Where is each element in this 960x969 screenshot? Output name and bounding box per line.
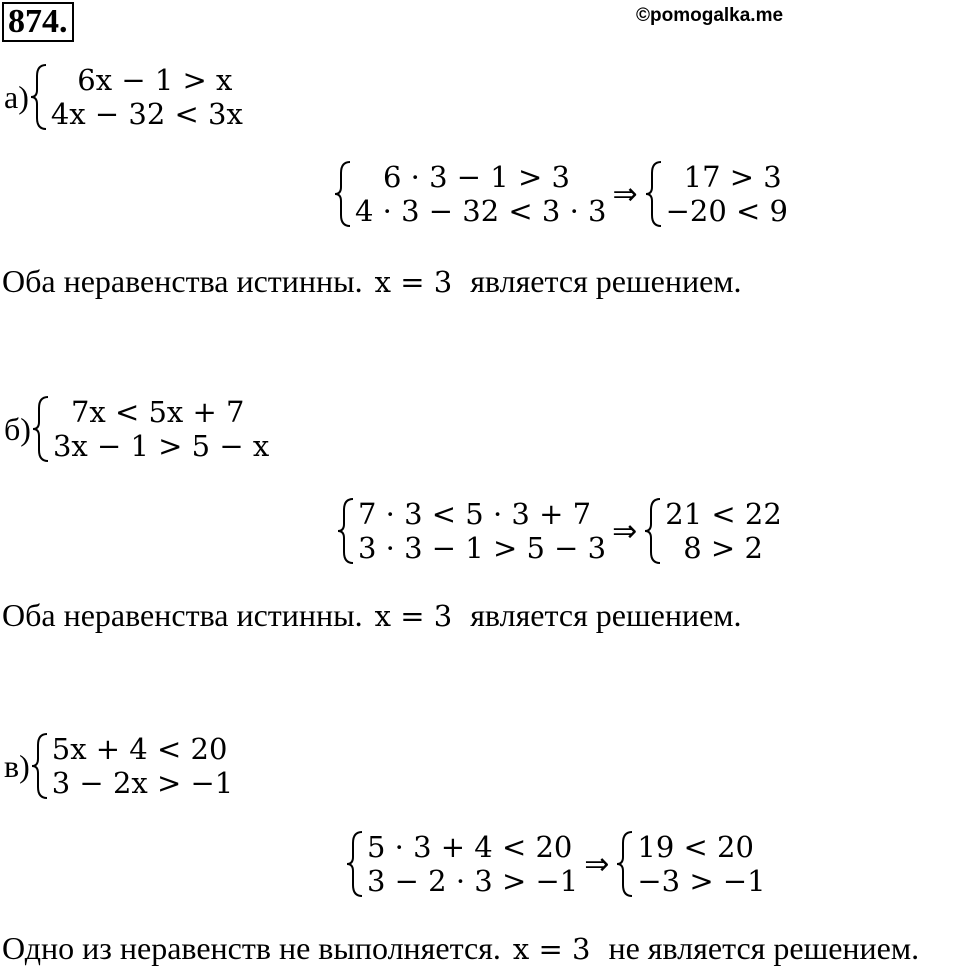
left-brace-icon: [615, 829, 637, 899]
part-a-system: [4, 62, 243, 132]
part-a-conclusion: [2, 263, 742, 299]
part-c-result-1: 19 < 20: [637, 830, 754, 864]
part-c-check-2: 3 − 2 · 3 > −1: [367, 864, 579, 898]
part-a-check-1: 6 · 3 − 1 > 3: [383, 160, 570, 194]
left-brace-icon: [31, 394, 53, 464]
part-a-result-1: 17 > 3: [683, 160, 782, 194]
part-b-ineq-2: 3x − 1 > 5 − x: [52, 429, 270, 463]
left-brace-icon: [30, 731, 52, 801]
part-b-ineq-1: 7x < 5x + 7: [70, 395, 245, 429]
part-c-conclusion: [2, 930, 919, 966]
implies-arrow: ⇒: [584, 846, 610, 882]
part-a-check: [333, 159, 788, 229]
conclusion-text: Оба неравенства истинны.: [2, 263, 363, 299]
conclusion-math: x = 3: [374, 599, 453, 633]
left-brace-icon: [29, 62, 51, 132]
conclusion-text: Оба неравенства истинны.: [2, 597, 363, 633]
conclusion-text-end: является решением.: [470, 597, 742, 633]
left-brace-icon: [643, 496, 665, 566]
watermark: ©pomogalka.me: [636, 5, 784, 26]
implies-arrow: ⇒: [612, 176, 638, 212]
part-b-label: б): [4, 410, 31, 447]
conclusion-math: x = 3: [512, 932, 591, 966]
part-b-check-2: 3 · 3 − 1 > 5 − 3: [358, 531, 607, 565]
part-b-result-2: 8 > 2: [683, 531, 763, 565]
part-c-ineq-2: 3 − 2x > −1: [51, 766, 234, 800]
part-c-check: [345, 829, 766, 899]
part-a-check-2: 4 · 3 − 32 < 3 · 3: [355, 194, 607, 228]
part-b-result-1: 21 < 22: [665, 497, 782, 531]
conclusion-text-end: не является решением.: [608, 930, 920, 966]
part-b-check-1: 7 · 3 < 5 · 3 + 7: [358, 497, 592, 531]
part-c-ineq-1: 5x + 4 < 20: [51, 732, 228, 766]
part-b-check: [336, 496, 782, 566]
conclusion-text: Одно из неравенств не выполняется.: [2, 930, 501, 966]
part-c-check-1: 5 · 3 + 4 < 20: [367, 830, 573, 864]
part-c-system: [4, 731, 233, 801]
part-a-ineq-2: 4x − 32 < 3x: [50, 97, 243, 131]
conclusion-math: x = 3: [374, 265, 453, 299]
part-c-result-2: −3 > −1: [637, 864, 766, 898]
part-a-label: а): [4, 78, 29, 115]
left-brace-icon: [644, 159, 666, 229]
part-c-label: в): [4, 747, 30, 784]
part-b-conclusion: [2, 597, 742, 633]
part-a-result-2: −20 < 9: [665, 194, 789, 228]
part-a-ineq-1: 6x − 1 > x: [77, 63, 233, 97]
conclusion-text-end: является решением.: [470, 263, 742, 299]
left-brace-icon: [345, 829, 367, 899]
problem-number: 874.: [2, 2, 74, 42]
part-b-system: [4, 394, 269, 464]
left-brace-icon: [333, 159, 355, 229]
implies-arrow: ⇒: [612, 513, 638, 549]
left-brace-icon: [336, 496, 358, 566]
